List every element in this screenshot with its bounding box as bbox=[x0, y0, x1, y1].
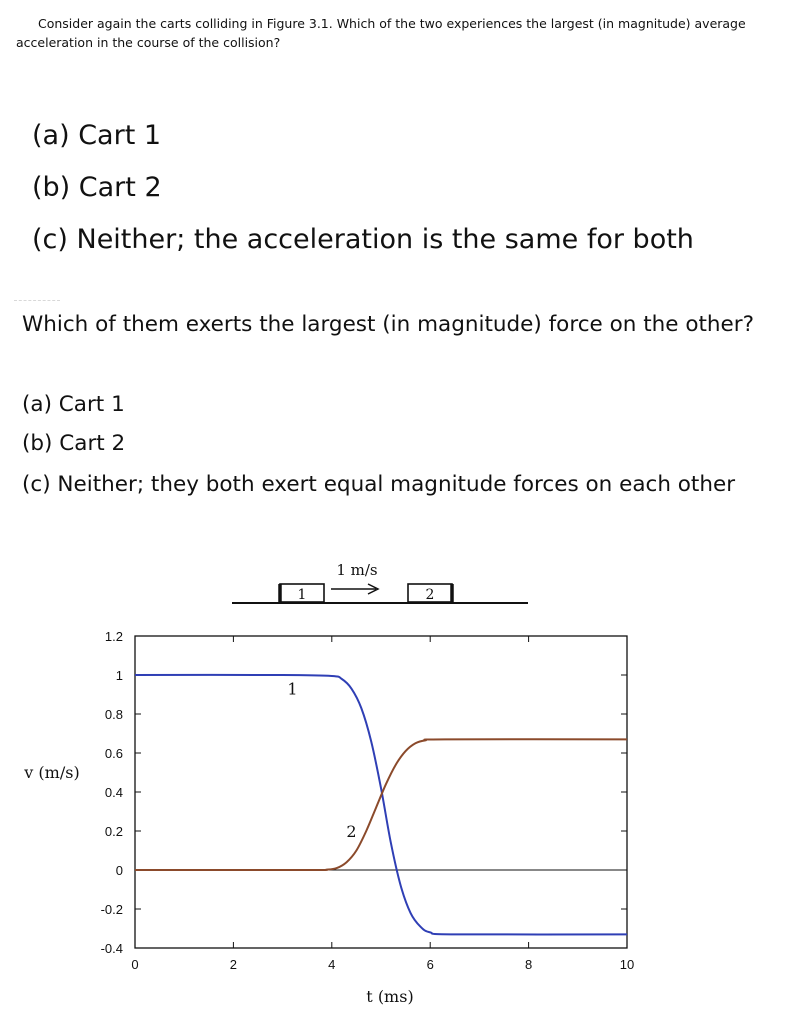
y-tick-label: 1.2 bbox=[104, 629, 123, 644]
cart-2-label: 2 bbox=[425, 587, 435, 603]
q1-option-b[interactable]: (b) Cart 2 bbox=[32, 172, 162, 203]
x-tick-label: 8 bbox=[524, 957, 533, 972]
y-tick-label: 1 bbox=[115, 668, 123, 683]
y-tick-label: 0.8 bbox=[104, 707, 123, 722]
series-1-label: 1 bbox=[287, 679, 298, 699]
question-2: Which of them exerts the largest (in magnitude) force on the other? bbox=[22, 312, 755, 337]
x-tick-label: 4 bbox=[328, 957, 336, 972]
velocity-label: 1 m/s bbox=[336, 561, 378, 579]
collision-figure bbox=[0, 540, 800, 1020]
q1-option-a[interactable]: (a) Cart 1 bbox=[32, 120, 162, 151]
x-tick-label: 6 bbox=[426, 957, 434, 972]
y-tick-label: -0.2 bbox=[100, 902, 123, 917]
y-tick-label: 0.2 bbox=[104, 824, 123, 839]
cart-1-label: 1 bbox=[297, 587, 307, 603]
q1-option-c[interactable]: (c) Neither; the acceleration is the same for both bbox=[32, 224, 694, 255]
axis-ticks bbox=[101, 629, 635, 972]
series-group bbox=[135, 675, 627, 935]
series-2-label: 2 bbox=[346, 821, 357, 841]
q2-option-a[interactable]: (a) Cart 1 bbox=[22, 392, 125, 417]
y-tick-label: 0.4 bbox=[104, 785, 123, 800]
intro-question: Consider again the carts colliding in Figure 3.1. Which of the two experiences the largest (in magnitude) average acceleration in the course of the collision? bbox=[16, 16, 746, 50]
x-tick-label: 2 bbox=[229, 957, 238, 972]
divider bbox=[14, 300, 60, 301]
y-axis-label: v (m/s) bbox=[24, 763, 80, 782]
y-tick-label: -0.4 bbox=[100, 941, 123, 956]
q2-option-c[interactable]: (c) Neither; they both exert equal magnitude forces on each other bbox=[22, 472, 736, 497]
x-tick-label: 10 bbox=[619, 957, 635, 972]
x-tick-label: 0 bbox=[131, 957, 139, 972]
series-1-line bbox=[135, 675, 627, 935]
y-tick-label: 0 bbox=[115, 863, 123, 878]
y-tick-label: 0.6 bbox=[104, 746, 123, 761]
x-axis-label: t (ms) bbox=[366, 987, 414, 1006]
q2-option-b[interactable]: (b) Cart 2 bbox=[22, 431, 126, 456]
series-2-line bbox=[135, 739, 627, 870]
cart-diagram bbox=[232, 561, 528, 603]
